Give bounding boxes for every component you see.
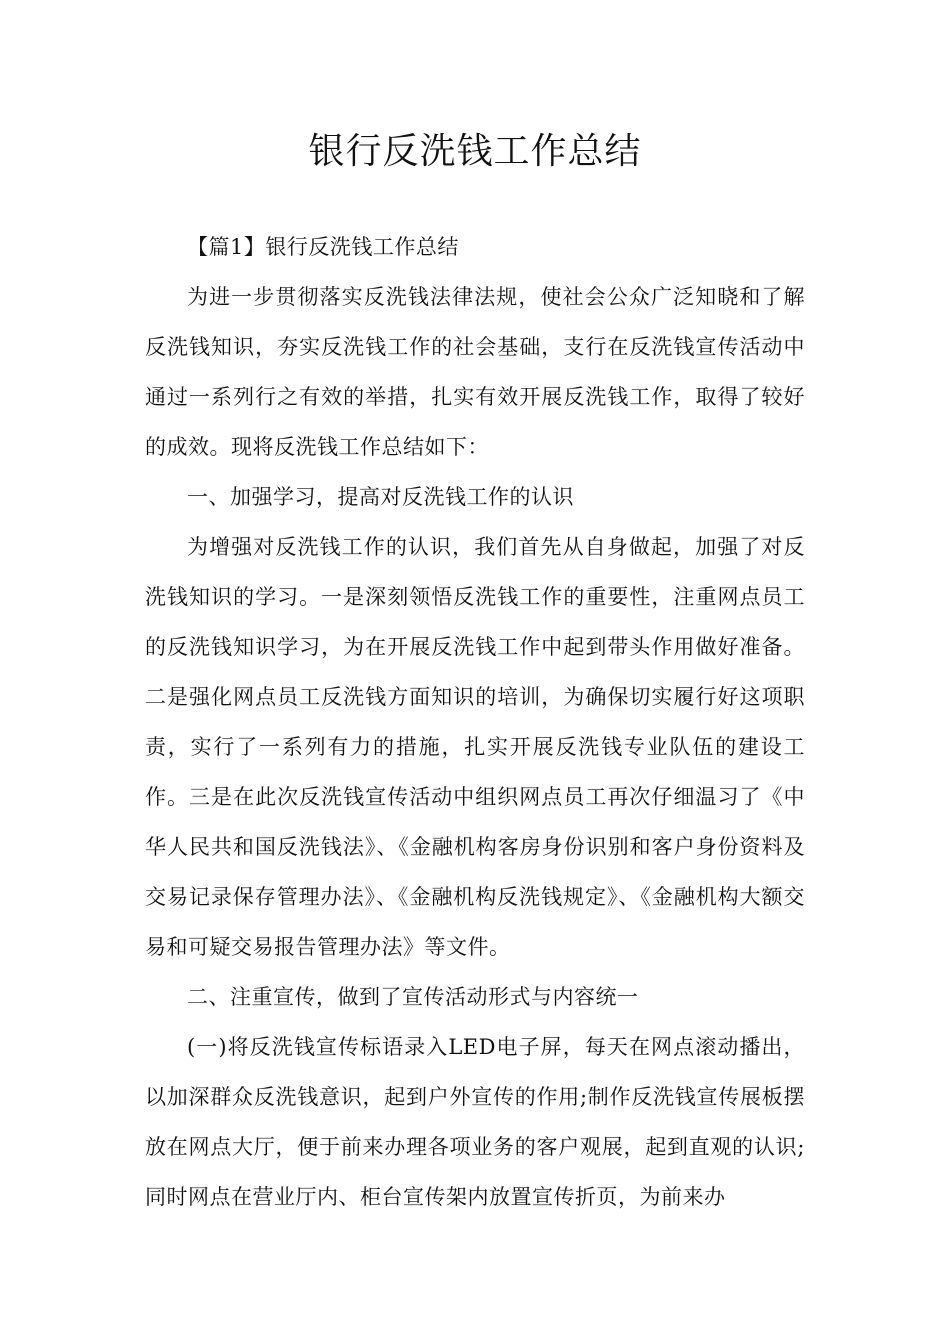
document-title: 银行反洗钱工作总结 (308, 131, 642, 172)
section-heading-part-1: 【篇1】银行反洗钱工作总结 (187, 235, 459, 259)
section-2-paragraph: (一)将反洗钱宣传标语录入LED电子屏，每天在网点滚动播出，以加深群众反洗钱意识，起到户外宣传的作用;制作反洗钱宣传展板摆放在网点大厅，便于前来办理各项业务的客户观展，起到直观的认识;同时网点在营业厅内、柜台宣传架内放置宣传折页，为前来办 (145, 1035, 805, 1209)
section-1-paragraph: 为增强对反洗钱工作的认识，我们首先从自身做起，加强了对反洗钱知识的学习。一是深刻领悟反洗钱工作的重要性，注重网点员工的反洗钱知识学习，为在开展反洗钱工作中起到带头作用做好准备。二是强化网点员工反洗钱方面知识的培训，为确保切实履行好这项职责，实行了一系列有力的措施，扎实开展反洗钱专业队伍的建设工作。三是在此次反洗钱宣传活动中组织网点员工再次仔细温习了《中华人民共和国反洗钱法》、《金融机构客房身份识别和客户身份资料及交易记录保存管理办法》、《金融机构反洗钱规定》、《金融机构大额交易和可疑交易报告管理办法》等文件。 (145, 535, 805, 959)
intro-paragraph: 为进一步贯彻落实反洗钱法律法规，使社会公众广泛知晓和了解反洗钱知识，夯实反洗钱工作的社会基础，支行在反洗钱宣传活动中通过一系列行之有效的举措，扎实有效开展反洗钱工作，取得了较好的成效。现将反洗钱工作总结如下： (145, 285, 805, 459)
section-heading-1: 一、加强学习，提高对反洗钱工作的认识 (187, 485, 574, 509)
section-heading-2: 二、注重宣传，做到了宣传活动形式与内容统一 (187, 985, 639, 1009)
document-body (145, 222, 805, 1222)
